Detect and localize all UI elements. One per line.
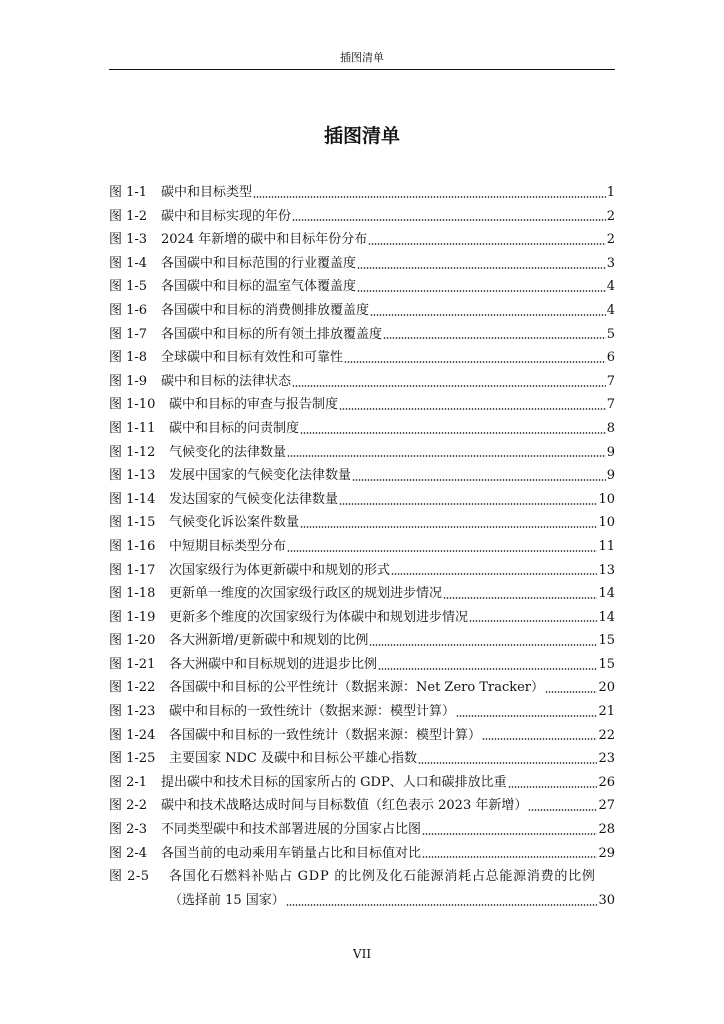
figure-page: 13 xyxy=(598,562,615,578)
figure-list-item[interactable] xyxy=(109,629,615,653)
dot-leader xyxy=(292,384,606,388)
dot-leader xyxy=(286,903,598,907)
figure-page: 4 xyxy=(606,279,615,295)
dot-leader xyxy=(469,619,597,623)
figure-number: 图 2-1 xyxy=(109,774,148,790)
figure-number: 图 1-8 xyxy=(109,350,148,366)
figure-title: 次国家级行为体更新碳中和规划的形式 xyxy=(169,562,391,578)
figure-number: 图 1-18 xyxy=(109,586,156,602)
figure-page: 14 xyxy=(598,609,615,625)
figure-title: 各国碳中和目标的温室气体覆盖度 xyxy=(161,279,357,295)
figure-page: 11 xyxy=(598,538,615,554)
figure-number: 图 1-17 xyxy=(109,562,156,578)
dot-leader xyxy=(339,502,597,506)
figure-page: 3 xyxy=(606,255,615,271)
dot-leader xyxy=(370,313,606,317)
figure-number: 图 1-15 xyxy=(109,515,156,531)
figure-page: 15 xyxy=(598,633,615,649)
figure-page: 9 xyxy=(606,444,615,460)
figure-title: 2024 年新增的碳中和目标年份分布 xyxy=(161,232,368,248)
figure-number: 图 1-7 xyxy=(109,326,148,342)
figure-number: 图 1-4 xyxy=(109,255,148,271)
figure-page: 20 xyxy=(598,680,615,696)
dot-leader xyxy=(300,431,606,435)
figure-title: 碳中和目标的审查与报告制度 xyxy=(169,397,339,413)
figure-list-item[interactable] xyxy=(109,464,615,488)
figure-list-item[interactable] xyxy=(109,205,615,229)
figure-title: 中短期目标类型分布 xyxy=(169,538,287,554)
figure-page: 5 xyxy=(606,326,615,342)
dot-leader xyxy=(391,572,597,576)
figure-list-item[interactable] xyxy=(109,794,615,818)
figure-number: 图 1-25 xyxy=(109,751,156,767)
figure-number: 图 1-16 xyxy=(109,538,156,554)
dot-leader xyxy=(528,808,597,812)
dot-leader xyxy=(422,832,597,836)
figure-page: 7 xyxy=(606,373,615,389)
dot-leader xyxy=(287,549,597,553)
figure-title: 各国碳中和目标的所有领土排放覆盖度 xyxy=(161,326,383,342)
dot-leader xyxy=(357,266,606,270)
figure-list-item[interactable] xyxy=(109,346,615,370)
figure-page: 23 xyxy=(598,751,615,767)
dot-leader xyxy=(369,643,597,647)
figure-list-item[interactable] xyxy=(109,582,615,606)
dot-leader xyxy=(418,761,597,765)
figure-page: 28 xyxy=(598,822,615,838)
figure-number: 图 2-3 xyxy=(109,822,148,838)
figure-number: 图 1-19 xyxy=(109,609,156,625)
figure-number: 图 1-11 xyxy=(109,420,156,436)
figure-list xyxy=(109,181,615,912)
figure-number: 图 1-23 xyxy=(109,704,156,720)
figure-page: 7 xyxy=(606,397,615,413)
figure-title: 碳中和目标实现的年份 xyxy=(161,208,292,224)
figure-list-item[interactable] xyxy=(109,818,615,842)
figure-list-item[interactable] xyxy=(109,771,615,795)
figure-title: 碳中和目标的一致性统计（数据来源：模型计算） xyxy=(169,704,456,720)
dot-leader xyxy=(352,478,606,482)
figure-title: 主要国家 NDC 及碳中和目标公平雄心指数 xyxy=(169,751,418,767)
figure-title: 发达国家的气候变化法律数量 xyxy=(169,491,339,507)
figure-number: 图 1-10 xyxy=(109,397,156,413)
header-rule xyxy=(109,69,615,70)
figure-title: 更新多个维度的次国家级行为体碳中和规划进步情况 xyxy=(169,609,469,625)
dot-leader xyxy=(292,218,606,222)
figure-list-item[interactable] xyxy=(109,511,615,535)
figure-page: 4 xyxy=(606,302,615,318)
figure-title: 各大洲碳中和目标规划的进退步比例 xyxy=(169,656,378,672)
figure-title: 气候变化的法律数量 xyxy=(169,444,287,460)
figure-page: 22 xyxy=(598,727,615,743)
page-title: 插图清单 xyxy=(323,125,400,147)
figure-number: 图 1-6 xyxy=(109,302,148,318)
dot-leader xyxy=(339,407,606,411)
dot-leader xyxy=(378,667,597,671)
dot-leader xyxy=(482,737,597,741)
dot-leader xyxy=(344,360,606,364)
figure-list-item[interactable] xyxy=(109,535,615,559)
figure-title: 气候变化诉讼案件数量 xyxy=(169,515,300,531)
figure-list-item[interactable] xyxy=(109,747,615,771)
figure-title: 不同类型碳中和技术部署进展的分国家占比图 xyxy=(161,822,422,838)
dot-leader xyxy=(300,525,597,529)
figure-page: 10 xyxy=(598,515,615,531)
figure-page: 29 xyxy=(598,845,615,861)
figure-list-item[interactable] xyxy=(109,275,615,299)
figure-title-continuation: （选择前 15 国家） xyxy=(169,892,285,908)
figure-page: 30 xyxy=(598,892,615,908)
figure-list-item[interactable] xyxy=(109,559,615,583)
dot-leader xyxy=(545,690,597,694)
figure-list-item[interactable] xyxy=(109,606,615,630)
figure-list-item[interactable] xyxy=(109,181,615,205)
figure-list-item[interactable] xyxy=(109,441,615,465)
figure-number: 图 1-22 xyxy=(109,680,156,696)
figure-list-item[interactable] xyxy=(109,488,615,512)
figure-page: 15 xyxy=(598,656,615,672)
figure-title: 各国碳中和目标的公平性统计（数据来源：Net Zero Tracker） xyxy=(169,680,545,696)
dot-leader xyxy=(383,336,606,340)
dot-leader xyxy=(368,242,606,246)
dot-leader xyxy=(357,289,606,293)
figure-list-item[interactable] xyxy=(109,228,615,252)
figure-list-item[interactable] xyxy=(109,724,615,748)
figure-list-item[interactable] xyxy=(109,653,615,677)
figure-page: 8 xyxy=(606,420,615,436)
figure-title: 碳中和目标的法律状态 xyxy=(161,373,292,389)
figure-page: 1 xyxy=(606,185,615,200)
figure-number: 图 2-2 xyxy=(109,798,148,814)
figure-number: 图 2-5 xyxy=(109,869,150,885)
figure-title: 各大洲新增/更新碳中和规划的比例 xyxy=(169,633,369,649)
dot-leader xyxy=(456,714,597,718)
figure-list-item[interactable] xyxy=(109,299,615,323)
figure-page: 9 xyxy=(606,468,615,484)
figure-title: 各国当前的电动乘用车销量占比和目标值对比 xyxy=(161,845,422,861)
figure-number: 图 2-4 xyxy=(109,845,148,861)
figure-title: 各国碳中和目标范围的行业覆盖度 xyxy=(161,255,357,271)
figure-title: 发展中国家的气候变化法律数量 xyxy=(169,468,352,484)
figure-number: 图 1-21 xyxy=(109,656,156,672)
figure-title: 各国碳中和目标的消费侧排放覆盖度 xyxy=(161,302,370,318)
figure-number: 图 1-13 xyxy=(109,468,156,484)
figure-page: 2 xyxy=(606,232,615,248)
figure-list-item[interactable] xyxy=(109,417,615,441)
page-number: VII xyxy=(352,947,372,961)
figure-number: 图 1-20 xyxy=(109,633,156,649)
figure-number: 图 1-1 xyxy=(109,185,148,200)
figure-list-item[interactable] xyxy=(109,842,615,866)
figure-number: 图 1-9 xyxy=(109,373,148,389)
dot-leader xyxy=(443,596,597,600)
figure-page: 21 xyxy=(598,704,615,720)
dot-leader xyxy=(253,195,606,199)
figure-number: 图 1-24 xyxy=(109,727,156,743)
figure-list-item-continuation[interactable] xyxy=(109,889,615,913)
figure-page: 27 xyxy=(598,798,615,814)
figure-title: 各国碳中和目标的一致性统计（数据来源：模型计算） xyxy=(169,727,482,743)
figure-title: 更新单一维度的次国家级行政区的规划进步情况 xyxy=(169,586,443,602)
figure-title: 提出碳中和技术目标的国家所占的 GDP、人口和碳排放比重 xyxy=(161,774,507,790)
figure-title: 各国化石燃料补贴占 GDP 的比例及化石能源消耗占总能源消费的比例 xyxy=(169,869,596,885)
figure-number: 图 1-3 xyxy=(109,232,148,248)
figure-number: 图 1-2 xyxy=(109,208,148,224)
figure-title: 碳中和目标类型 xyxy=(161,185,253,200)
figure-number: 图 1-12 xyxy=(109,444,156,460)
figure-list-item[interactable] xyxy=(109,393,615,417)
figure-list-item[interactable] xyxy=(109,676,615,700)
figure-title: 碳中和目标的问责制度 xyxy=(169,420,300,436)
figure-list-item[interactable] xyxy=(109,252,615,276)
figure-title: 碳中和技术战略达成时间与目标数值（红色表示 2023 年新增） xyxy=(161,798,528,814)
dot-leader xyxy=(422,855,597,859)
figure-list-item[interactable] xyxy=(109,370,615,394)
figure-page: 6 xyxy=(606,350,615,366)
figure-list-item-multiline[interactable] xyxy=(109,865,615,889)
figure-number: 图 1-14 xyxy=(109,491,156,507)
figure-page: 14 xyxy=(598,586,615,602)
dot-leader xyxy=(508,785,598,789)
dot-leader xyxy=(287,454,606,458)
figure-page: 10 xyxy=(598,491,615,507)
figure-page: 26 xyxy=(598,774,615,790)
figure-list-item[interactable] xyxy=(109,700,615,724)
figure-title: 全球碳中和目标有效性和可靠性 xyxy=(161,350,344,366)
figure-list-item[interactable] xyxy=(109,323,615,347)
figure-page: 2 xyxy=(606,208,615,224)
figure-number: 图 1-5 xyxy=(109,279,148,295)
running-head: 插图清单 xyxy=(340,51,384,64)
